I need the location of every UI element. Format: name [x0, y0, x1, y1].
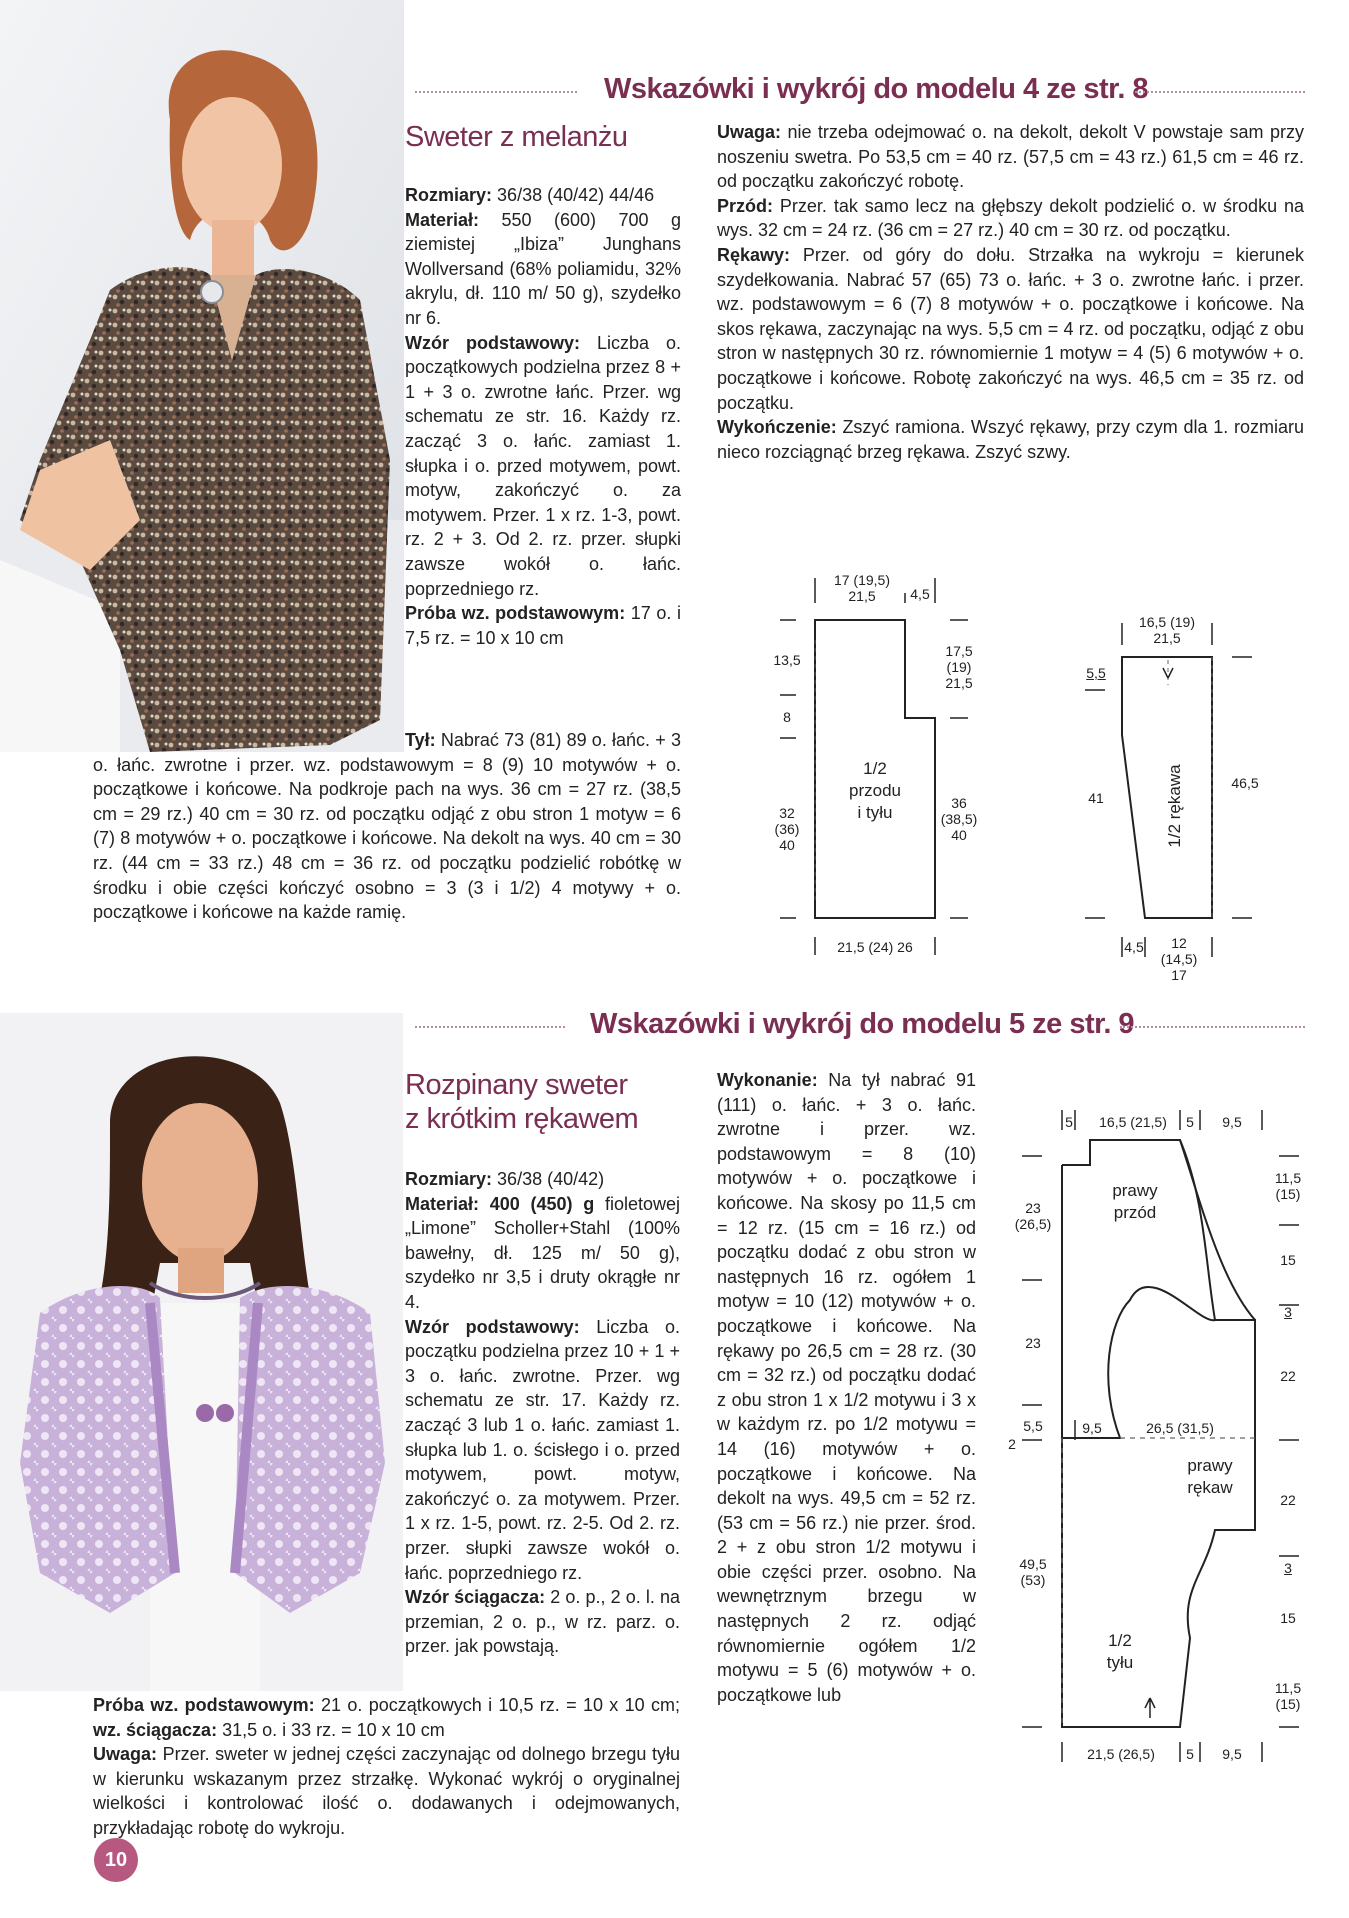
section2-header: Wskazówki i wykrój do modelu 5 ze str. 9 [590, 1008, 1135, 1040]
cardigan-right-6: 3 [1284, 1560, 1292, 1576]
gauge-label: Próba wz. podstawowym: [405, 603, 626, 624]
section2-title-line2: z krótkim rękawem [405, 1103, 639, 1135]
gauge2-value: 21 o. początkowych i 10,5 rz. = 10 x 10 cm; [321, 1695, 680, 1715]
note-value: nie trzeba odejmować o. na dekolt, dekolt V powstaje sam przy noszeniu swetra. Po 53,5 cm = 40 rz. (57,5 cm = 43 rz.) 61,5 cm = 46 rz. od początku zakończyć robotę. [717, 122, 1304, 192]
rib-label: Wzór ściągacza: [405, 1587, 546, 1608]
front-label: Przód: [717, 195, 773, 216]
exec-label: Wykonanie: [717, 1070, 818, 1090]
rib-value: 2 o. p., 2 o. l. na przemian, 2 o. p., w rz. parz. o. przer. jak powstają. [405, 1587, 680, 1657]
cardigan-left-2: 23 [1025, 1335, 1041, 1351]
material2-label: Materiał: [405, 1193, 480, 1214]
body-schematic-label: 1/2 przodu i tyłu [849, 759, 901, 822]
page-number: 10 [94, 1838, 138, 1882]
cardigan-left-3: 5,5 [1023, 1418, 1043, 1434]
sleeves-label: Rękawy: [717, 244, 791, 265]
gauge2b-value: 31,5 o. i 33 rz. = 10 x 10 cm [222, 1719, 445, 1740]
section2-title-line1: Rozpinany sweter [405, 1069, 628, 1101]
body-right-bottom: 36 (38,5) 40 [940, 795, 978, 843]
cardigan-right-3: 3 [1284, 1304, 1292, 1320]
body-left-top: 13,5 [773, 652, 801, 668]
cardigan-top-1: 5 [1065, 1114, 1073, 1130]
sleeve-left-mid: 41 [1088, 790, 1104, 806]
cardigan-bottom-2: 5 [1186, 1746, 1194, 1762]
body-right-top: 17,5 (19) 21,5 [945, 643, 973, 691]
gauge-value: 17 o. i 7,5 rz. = 10 x 10 cm [405, 603, 681, 648]
cardigan-right-4: 22 [1280, 1368, 1296, 1384]
material2-bold: 400 (450) g [489, 1193, 595, 1214]
body-top-width: 17 (19,5) 21,5 [833, 572, 891, 604]
sleeve-label-2: prawy rękaw [1187, 1456, 1233, 1497]
back-label: Tył: [405, 730, 436, 750]
section1-right-column [717, 120, 1304, 464]
sizes2-label: Rozmiary: [405, 1169, 493, 1189]
sleeve-left-top: 5,5 [1086, 665, 1106, 681]
section2-bottom-paragraph [93, 1693, 680, 1841]
gauge2b-label: wz. ściągacza: [93, 1719, 218, 1740]
material-value: 550 (600) 700 g ziemistej „Ibiza” Junghans Wollversand (68% poliamidu, 32% akrylu, dł. 110 m/ 50 g), szydełko nr 6. [405, 209, 681, 328]
cardigan-right-5: 22 [1280, 1492, 1296, 1508]
section1-left-column [405, 183, 681, 650]
model-4-photo [0, 0, 404, 752]
cardigan-right-8: 11,5 (15) [1274, 1680, 1302, 1712]
cardigan-top-2: 16,5 (21,5) [1099, 1114, 1167, 1130]
cardigan-left-4: 2 [1008, 1436, 1016, 1452]
cardigan-top-3: 5 [1186, 1114, 1194, 1130]
pattern2-value: Liczba o. początku podzielna przez 10 + 1 + 3 o. łańc. zwrotne. Przer. wg schematu ze str. 17. Każdy rz. zacząć 3 lub 1 o. łańc. zamiast 1. słupka lub 1. o. ścisłego i o. przed motywem, powt. motyw, zakończyć o. za motywem. Przer. 1 x rz. 1-5, powt. rz. 2-5. Od 2. rz. przer. słupki zawsze wokół o. łańc. poprzedniego rz. [405, 1316, 680, 1583]
finishing-value: Zszyć ramiona. Wszyć rękawy, przy czym dla 1. rozmiaru nieco rozciągnąć brzeg rękawa. Zszyć szwy. [717, 417, 1304, 462]
gauge2-label: Próba wz. podstawowym: [93, 1695, 315, 1715]
sleeve-top-width: 16,5 (19) 21,5 [1138, 614, 1196, 646]
sleeve-bottom-width: 12 (14,5) 17 [1160, 935, 1198, 983]
sizes-value: 36/38 (40/42) 44/46 [497, 185, 655, 205]
cardigan-right-7: 15 [1280, 1610, 1296, 1626]
material-label: Materiał: [405, 209, 480, 230]
cardigan-inner-2: 26,5 (31,5) [1146, 1420, 1214, 1436]
cardigan-left-1: 23 (26,5) [1014, 1200, 1052, 1232]
cardigan-right-1: 11,5 (15) [1274, 1170, 1302, 1202]
section1-title: Sweter z melanżu [405, 121, 628, 153]
note2-value: Przer. sweter w jednej części zaczynając od dolnego brzegu tyłu w kierunku wskazanym przez strzałkę. Wykonać wykrój o oryginalnej wielkości i kontrolować ilość o. dodawanych i odejmowanych, przykładając robotę do wykroju. [93, 1744, 680, 1838]
body-left-mid: 8 [783, 709, 791, 725]
pattern-label: Wzór podstawowy: [405, 332, 580, 353]
front-label: prawy przód [1112, 1181, 1158, 1222]
back-half-label: 1/2 tyłu [1106, 1631, 1134, 1672]
body-bottom-width: 21,5 (24) 26 [837, 939, 913, 955]
finishing-label: Wykończenie: [717, 417, 837, 438]
body-shoulder-width: 4,5 [910, 586, 930, 602]
body-left-bottom: 32 (36) 40 [774, 805, 800, 853]
cardigan-left-5: 49,5 (53) [1019, 1556, 1047, 1588]
cardigan-top-4: 9,5 [1222, 1114, 1242, 1130]
section2-middle-column [717, 1068, 976, 1707]
material2-value: fioletowej „Limone” Scholler+Stahl (100% bawełny, dł. 125 m/ 50 g), szydełko nr 3,5 i druty okrągłe nr 4. [405, 1193, 680, 1312]
note2-label: Uwaga: [93, 1744, 158, 1765]
exec-value: Na tył nabrać 91 (111) o. łańc. + 3 o. łańc. zwrotne i przer. wz. podstawowym = 8 (10) motywów + o. początkowe i końcowe. Na skosy po 11,5 cm = 12 rz. (15 cm = 16 rz.) od początku dodać z obu stron w następnych 16 rz. ogółem 1 motyw = 10 (12) motywów + o. początkowe i końcowe. Na rękawy po 26,5 cm = 28 rz. (30 cm = 32 rz.) od początku dodać z obu stron 1 x 1/2 motywu i 3 x w każdym rz. po 1/2 motywu = 14 (16) motywów + o. początkowe i końcowe. Na dekolt na wys. 49,5 cm = 52 rz. (53 cm = 56 rz.) nie przer. środ. 2 + z obu stron 1/2 motywu i obie części przer. osobno. Na wewnętrznym brzegu w następnych 2 rz. odjąć równomiernie ogółem 1/2 motywu = 5 (6) motywów + o. początkowe lub [717, 1070, 976, 1705]
sleeve-schematic-label: 1/2 rękawa [1165, 764, 1184, 848]
pattern-value: Liczba o. początkowych podzielna przez 8 + 1 + 3 o. zwrotne łańc. Przer. wg schematu ze str. 16. Każdy rz. zacząć 3 o. łańc. zamiast 1. słupka i o. przed motywem, powt. motyw, zakończyć o. za motywem. Przer. 1 x rz. 1-3, powt. rz. 2 + 3. Od 2. rz. przer. słupki zawsze wokół o. łańc. poprzedniego rz. [405, 332, 681, 599]
section2-left-column [405, 1167, 680, 1659]
cardigan-right-2: 15 [1280, 1252, 1296, 1268]
cardigan-bottom-3: 9,5 [1222, 1746, 1242, 1762]
model-5-photo [0, 1013, 403, 1691]
sleeves-value: Przer. od góry do dołu. Strzałka na wykroju = kierunek szydełkowania. Nabrać 57 (65) 73 o. łańc. + 3 o. zwrotne łańc. i przer. wz. podstawowym = 6 (7) 8 motywów + o. początkowe i końcowe. Na skos rękawa, zaczynając na wys. 5,5 cm = 4 rz. od początku, odjąć z obu stron w następnych 30 rz. równomiernie 1 motyw = 4 (5) 6 motywów + o. początkowe i końcowe. Robotę zakończyć na wys. 46,5 cm = 35 rz. od początku. [717, 244, 1304, 413]
section1-header: Wskazówki i wykrój do modelu 4 ze str. 8 [604, 73, 1149, 105]
sleeve-right: 46,5 [1231, 775, 1259, 791]
sleeve-bottom-left: 4,5 [1124, 939, 1144, 955]
front-value: Przer. tak samo lecz na głębszy dekolt podzielić o. w środku na wys. 32 cm = 24 rz. (36 cm = 27 rz.) 40 cm = 30 rz. od początku. [717, 195, 1304, 241]
note-label: Uwaga: [717, 122, 782, 142]
cardigan-inner-1: 9,5 [1082, 1420, 1102, 1436]
cardigan-bottom-1: 21,5 (26,5) [1087, 1746, 1155, 1762]
back-value: Nabrać 73 (81) 89 o. łańc. + 3 o. łańc. zwrotne i przer. wz. podstawowym = 8 (9) 10 motywów + o. początkowe i końcowe. Na podkroje pach na wys. 36 cm = 27 rz. (38,5 cm = 29 rz.) 40 cm = 30 rz. od początku odjąć z obu stron 1 motyw = 6 (7) 8 motywów + o. początkowe i końcowe. Na dekolt na wys. 40 cm = 30 rz. (44 cm = 33 rz.) 48 cm = 36 rz. od początku podzielić robótkę w środku i obie części kończyć osobno = 3 (3 i 1/2) 4 motywy + o. początkowe i końcowe na każde ramię. [93, 730, 681, 923]
sizes-label: Rozmiary: [405, 185, 493, 205]
section1-back-paragraph [93, 728, 681, 925]
sizes2-value: 36/38 (40/42) [497, 1169, 605, 1189]
pattern2-label: Wzór podstawowy: [405, 1316, 580, 1337]
